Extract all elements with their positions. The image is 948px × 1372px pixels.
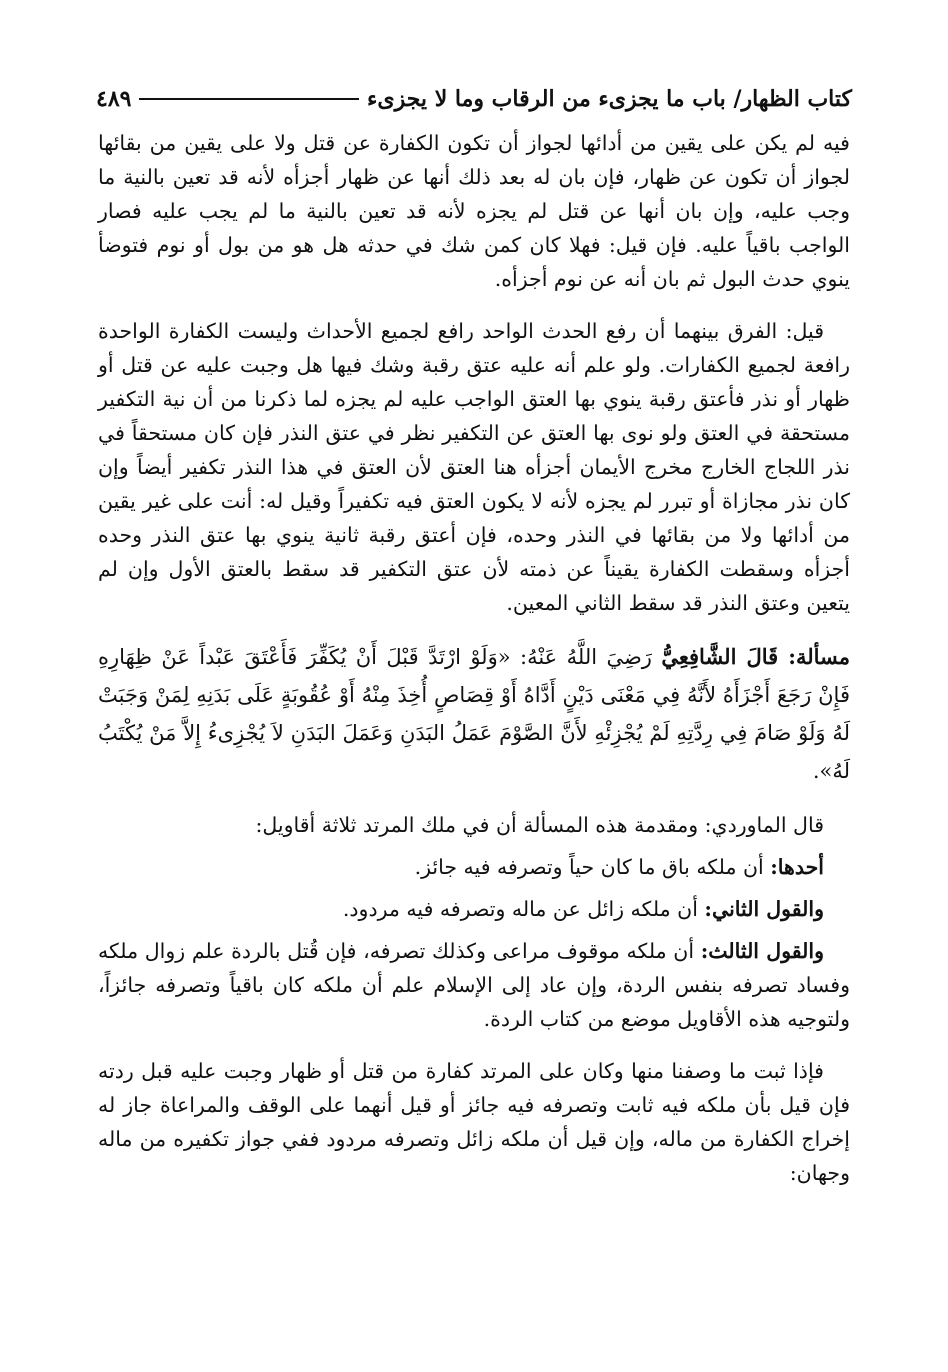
masala-paragraph bbox=[98, 638, 850, 790]
opinion-1 bbox=[98, 850, 850, 884]
opinion-1-text: أن ملكه باق ما كان حياً وتصرفه فيه جائز. bbox=[414, 855, 771, 879]
opinion-2-text: أن ملكه زائل عن ماله وتصرفه فيه مردود. bbox=[342, 897, 705, 921]
paragraph-mawardi: قال الماوردي: ومقدمة هذه المسألة أن في ملك المرتد ثلاثة أقاويل: bbox=[255, 813, 824, 837]
opinion-2 bbox=[98, 892, 850, 926]
opinion-3 bbox=[98, 934, 850, 1036]
masala-lead: مسألة: قَالَ الشَّافِعِيُّ bbox=[661, 644, 850, 669]
chapter-title: كتاب الظهار/ باب ما يجزىء من الرقاب وما لا يجزىء bbox=[367, 86, 852, 112]
masala-text: رَضِيَ اللَّهُ عَنْهُ: «وَلَوْ ارْتَدَّ قَبْلَ أَنْ يُكَفِّرَ فَأَعْتَقَ عَبْداً عَنْ ظِهَارِهِ فَإِنْ رَجَعَ أَجْزَأَهُ لأَنَّهُ فِي مَعْنَى دَيْنٍ أَدَّاهُ أَوْ قِصَاصٍ أُخِذَ مِنْهُ أَوْ عُقُوبَةٍ عَلَى بَدَنِهِ لِمَنْ وَجَبَتْ لَهُ وَلَوْ صَامَ فِي رِدَّتِهِ لَمْ يُجْزِئْهِ لأَنَّ الصَّوْمَ عَمَلُ البَدَنِ وَعَمَلَ البَدَنِ لاَ يُجْزِىءُ إِلاَّ مَنْ يُكْتَبُ لَهُ». bbox=[98, 645, 850, 783]
paragraph-1: فيه لم يكن على يقين من أدائها لجواز أن تكون الكفارة عن قتل ولا على يقين من بقائها لجواز أن تكون عن ظهار، فإن بان له بعد ذلك أنها عن ظهار أجزأه لأنه قد تعين بالنية ما وجب عليه، وإن بان أنها عن قتل لم يجزه لأنه قد تعين بالنية ما لم يجب عليه فصار الواجب باقياً عليه. فإن قيل: فهلا كان كمن شك في حدثه هل هو من بول أو نوم فتوضأ ينوي حدث البول ثم بان أنه عن نوم أجزأه. bbox=[98, 131, 850, 291]
header-rule bbox=[139, 98, 359, 100]
page-body bbox=[98, 126, 850, 1208]
opinion-3-lead: والقول الثالث: bbox=[700, 939, 824, 963]
running-header bbox=[96, 82, 852, 116]
paragraph-final: فإذا ثبت ما وصفنا منها وكان على المرتد كفارة من قتل أو ظهار وجبت عليه قبل ردته فإن قيل بأن ملكه فيه ثابت وتصرفه فيه جائز أو قيل أنهما على الوقف والمراعاة جاز له إخراج الكفارة من ماله، وإن قيل أن ملكه زائل وتصرفه مردود ففي جواز تكفيره من ماله وجهان: bbox=[98, 1059, 850, 1185]
opinion-2-lead: والقول الثاني: bbox=[704, 897, 824, 921]
page-number: ٤٨٩ bbox=[96, 86, 132, 112]
paragraph-2: قيل: الفرق بينهما أن رفع الحدث الواحد رافع لجميع الأحداث وليست الكفارة الواحدة رافعة لجميع الكفارات. ولو علم أنه عليه عتق رقبة وشك فيها هل وجبت عليه عن قتل أو ظهار أو نذر فأعتق رقبة ينوي بها العتق الواجب عليه لم يجزه لما ذكرنا من أن نية التكفير مستحقة في العتق ولو نوى بها العتق عن التكفير نظر في عتق النذر فإن كان مستحقاً في نذر اللجاج الخارج مخرج الأيمان أجزأه هنا العتق لأن العتق في هذا النذر تكفير أيضاً وإن كان نذر مجازاة أو تبرر لم يجزه لأنه لا يكون العتق فيه تكفيراً وقيل له: أنت على غير يقين من أدائها ولا من بقائها في النذر وحده، فإن أعتق رقبة ثانية ينوي بها عتق النذر وحده أجزأه وسقطت الكفارة يقيناً عن ذمته لأن عتق التكفير قد سقط بالعتق الأول وإن لم يتعين وعتق النذر قد سقط الثاني المعين. bbox=[98, 319, 850, 615]
opinion-1-lead: أحدها: bbox=[770, 855, 824, 879]
opinion-3-text: أن ملكه موقوف مراعى وكذلك تصرفه، فإن قُتل بالردة علم زوال ملكه وفساد تصرفه بنفس الردة، وإن عاد إلى الإسلام علم أن ملكه كان باقياً وتصرفه جائزاً، ولتوجيه هذه الأقاويل موضع من كتاب الردة. bbox=[98, 939, 850, 1031]
